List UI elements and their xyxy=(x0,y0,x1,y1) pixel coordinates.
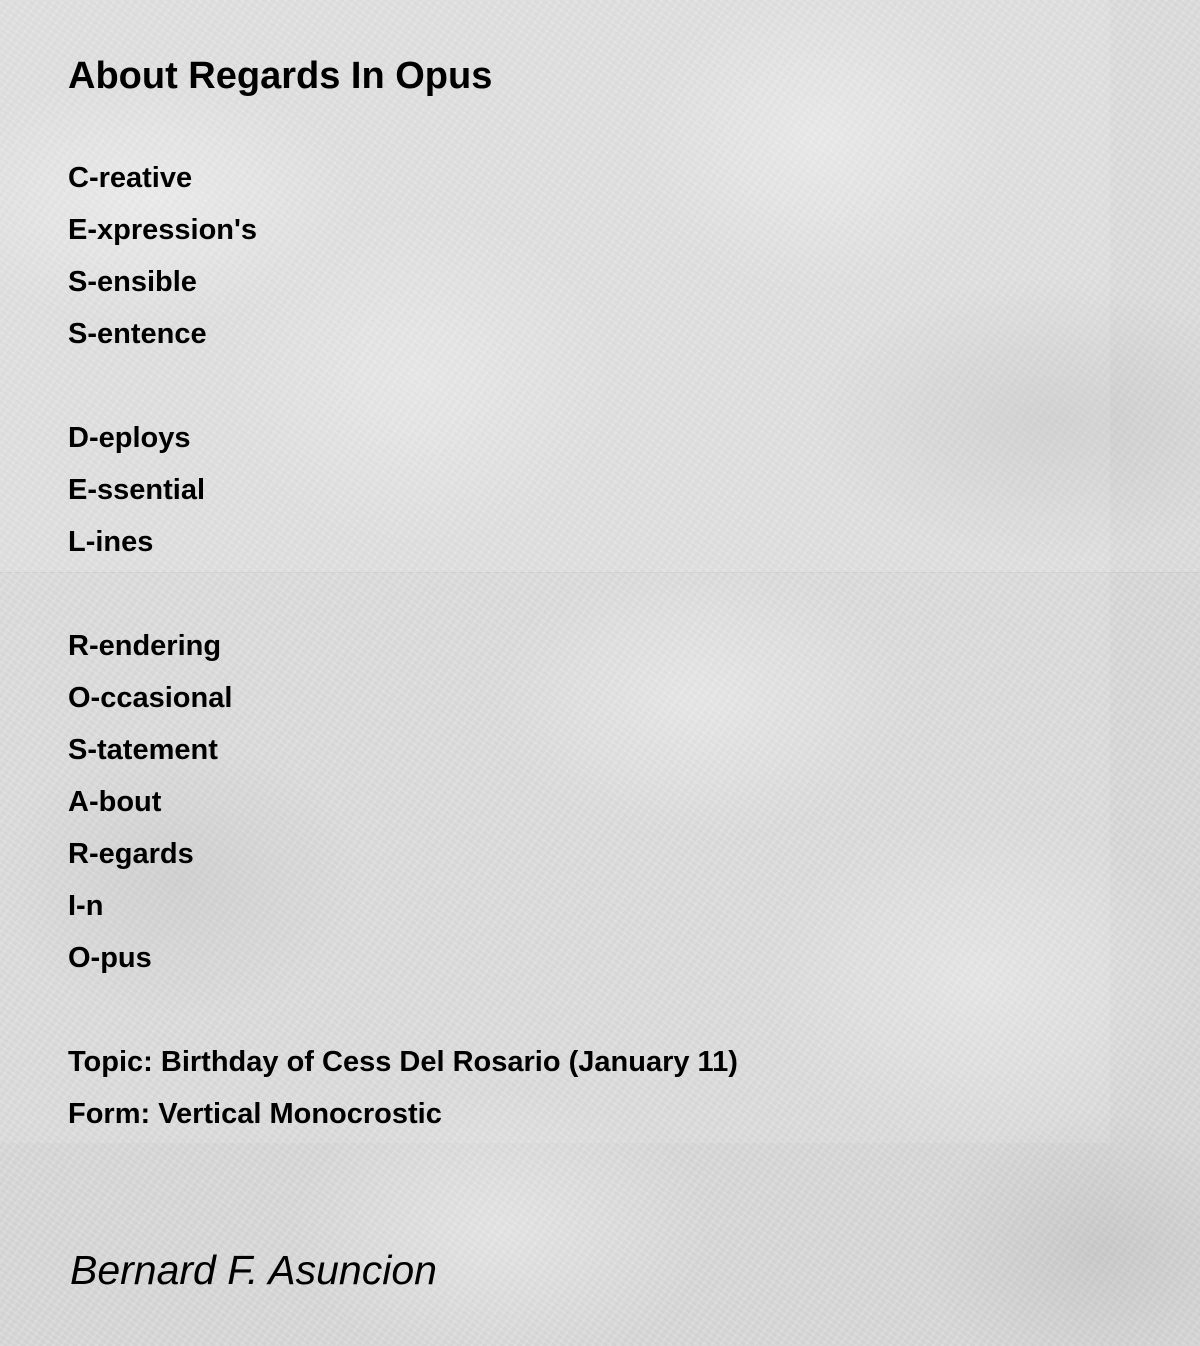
poem-title: About Regards In Opus xyxy=(68,55,493,97)
poem-line: S-ensible xyxy=(68,266,197,298)
poem-line: E-xpression's xyxy=(68,214,258,246)
stanza-gap xyxy=(68,360,1118,412)
poem-author: Bernard F. Asuncion xyxy=(70,1247,437,1293)
poem-line: S-tatement xyxy=(68,734,218,766)
poem-line: I-n xyxy=(68,890,104,922)
poem-line: O-ccasional xyxy=(68,682,233,714)
poem-content xyxy=(68,52,1118,1140)
poem-line: R-egards xyxy=(68,838,194,870)
poem-notes xyxy=(68,1036,1118,1140)
stanza-2 xyxy=(68,412,1118,568)
poem-line: D-eploys xyxy=(68,422,191,454)
stanza-gap xyxy=(68,568,1118,620)
poem-line: O-pus xyxy=(68,942,152,974)
poem-line: R-endering xyxy=(68,630,222,662)
stanza-1 xyxy=(68,152,1118,360)
poem-line: A-bout xyxy=(68,786,162,818)
poem-topic: Topic: Birthday of Cess Del Rosario (January 11) xyxy=(68,1046,738,1078)
poem-line: S-entence xyxy=(68,318,207,350)
stanza-gap xyxy=(68,984,1118,1036)
poem-line: L-ines xyxy=(68,526,154,558)
poem-form: Form: Vertical Monocrostic xyxy=(68,1098,442,1130)
poem-line: C-reative xyxy=(68,162,193,194)
poem-line: E-ssential xyxy=(68,474,205,506)
stanza-3 xyxy=(68,620,1118,984)
